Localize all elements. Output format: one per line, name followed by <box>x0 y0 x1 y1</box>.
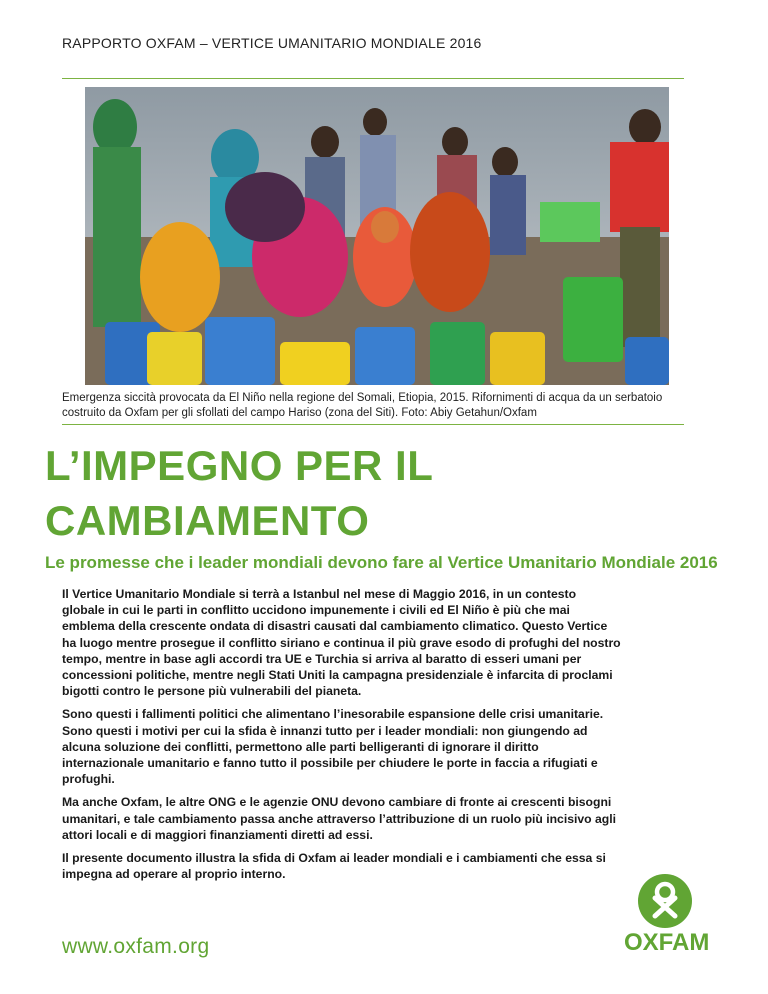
paragraph: Il Vertice Umanitario Mondiale si terrà a Istanbul nel mese di Maggio 2016, in un contesto globale in cui le parti in conflitto uccidono impunemente i civili ed El Niño è più che mai emblema della crescente ondata di disastri causati dal cambiamento climatico. Questo Vertice ha luogo mentre prosegue il conflitto siriano e continua il più grave esodo di profughi del nostro tempo, mentre in base agli accordi tra UE e Turchia si arriva al baratto di esseri umani per concessioni politiche, mentre negli Stati Uniti la campagna presidenziale è infarcita di proclami bigotti contro le persone più vulnerabili del pianeta. <box>62 587 621 699</box>
caption-divider <box>62 424 684 425</box>
cover-photo <box>85 87 669 385</box>
paragraph: Il presente documento illustra la sfida di Oxfam ai leader mondiali e i cambiamenti che essa si impegna ad operare al proprio interno. <box>62 851 606 882</box>
top-divider <box>62 78 684 79</box>
intro-text <box>62 586 622 889</box>
website-link[interactable]: www.oxfam.org <box>62 935 210 958</box>
page-title: L’IMPEGNO PER IL CAMBIAMENTO <box>45 442 433 544</box>
oxfam-logo <box>624 874 714 964</box>
report-header: RAPPORTO OXFAM – VERTICE UMANITARIO MONDIALE 2016 <box>62 35 482 51</box>
oxfam-logo-icon <box>638 874 692 928</box>
page-subtitle: Le promesse che i leader mondiali devono fare al Vertice Umanitario Mondiale 2016 <box>45 553 718 572</box>
paragraph: Ma anche Oxfam, le altre ONG e le agenzie ONU devono cambiare di fronte ai crescenti bisogni umanitari, e tale cambiamento passa anche attraverso l’attribuzione di un ruolo più incisivo agli attori locali e di maggiori finanziamenti diretti ad essi. <box>62 795 616 842</box>
paragraph: Sono questi i fallimenti politici che alimentano l’inesorabile espansione delle crisi umanitarie. Sono questi i motivi per cui la sfida è innanzi tutto per i leader mondiali: non giungendo ad alcuna soluzione dei conflitti, permettono alle parti belligeranti di ignorare il diritto internazionale umanitario e fanno tutto il possibile per chiudere le porte in faccia a rifugiati e profughi. <box>62 707 604 787</box>
photo-caption: Emergenza siccità provocata da El Niño nella regione del Somali, Etiopia, 2015. Rifornimenti di acqua da un serbatoio costruito da Oxfam per gli sfollati del campo Hariso (zona del Siti). Foto: Abiy Getahun/Oxfam <box>62 392 663 419</box>
oxfam-logo-text: OXFAM <box>624 929 710 956</box>
